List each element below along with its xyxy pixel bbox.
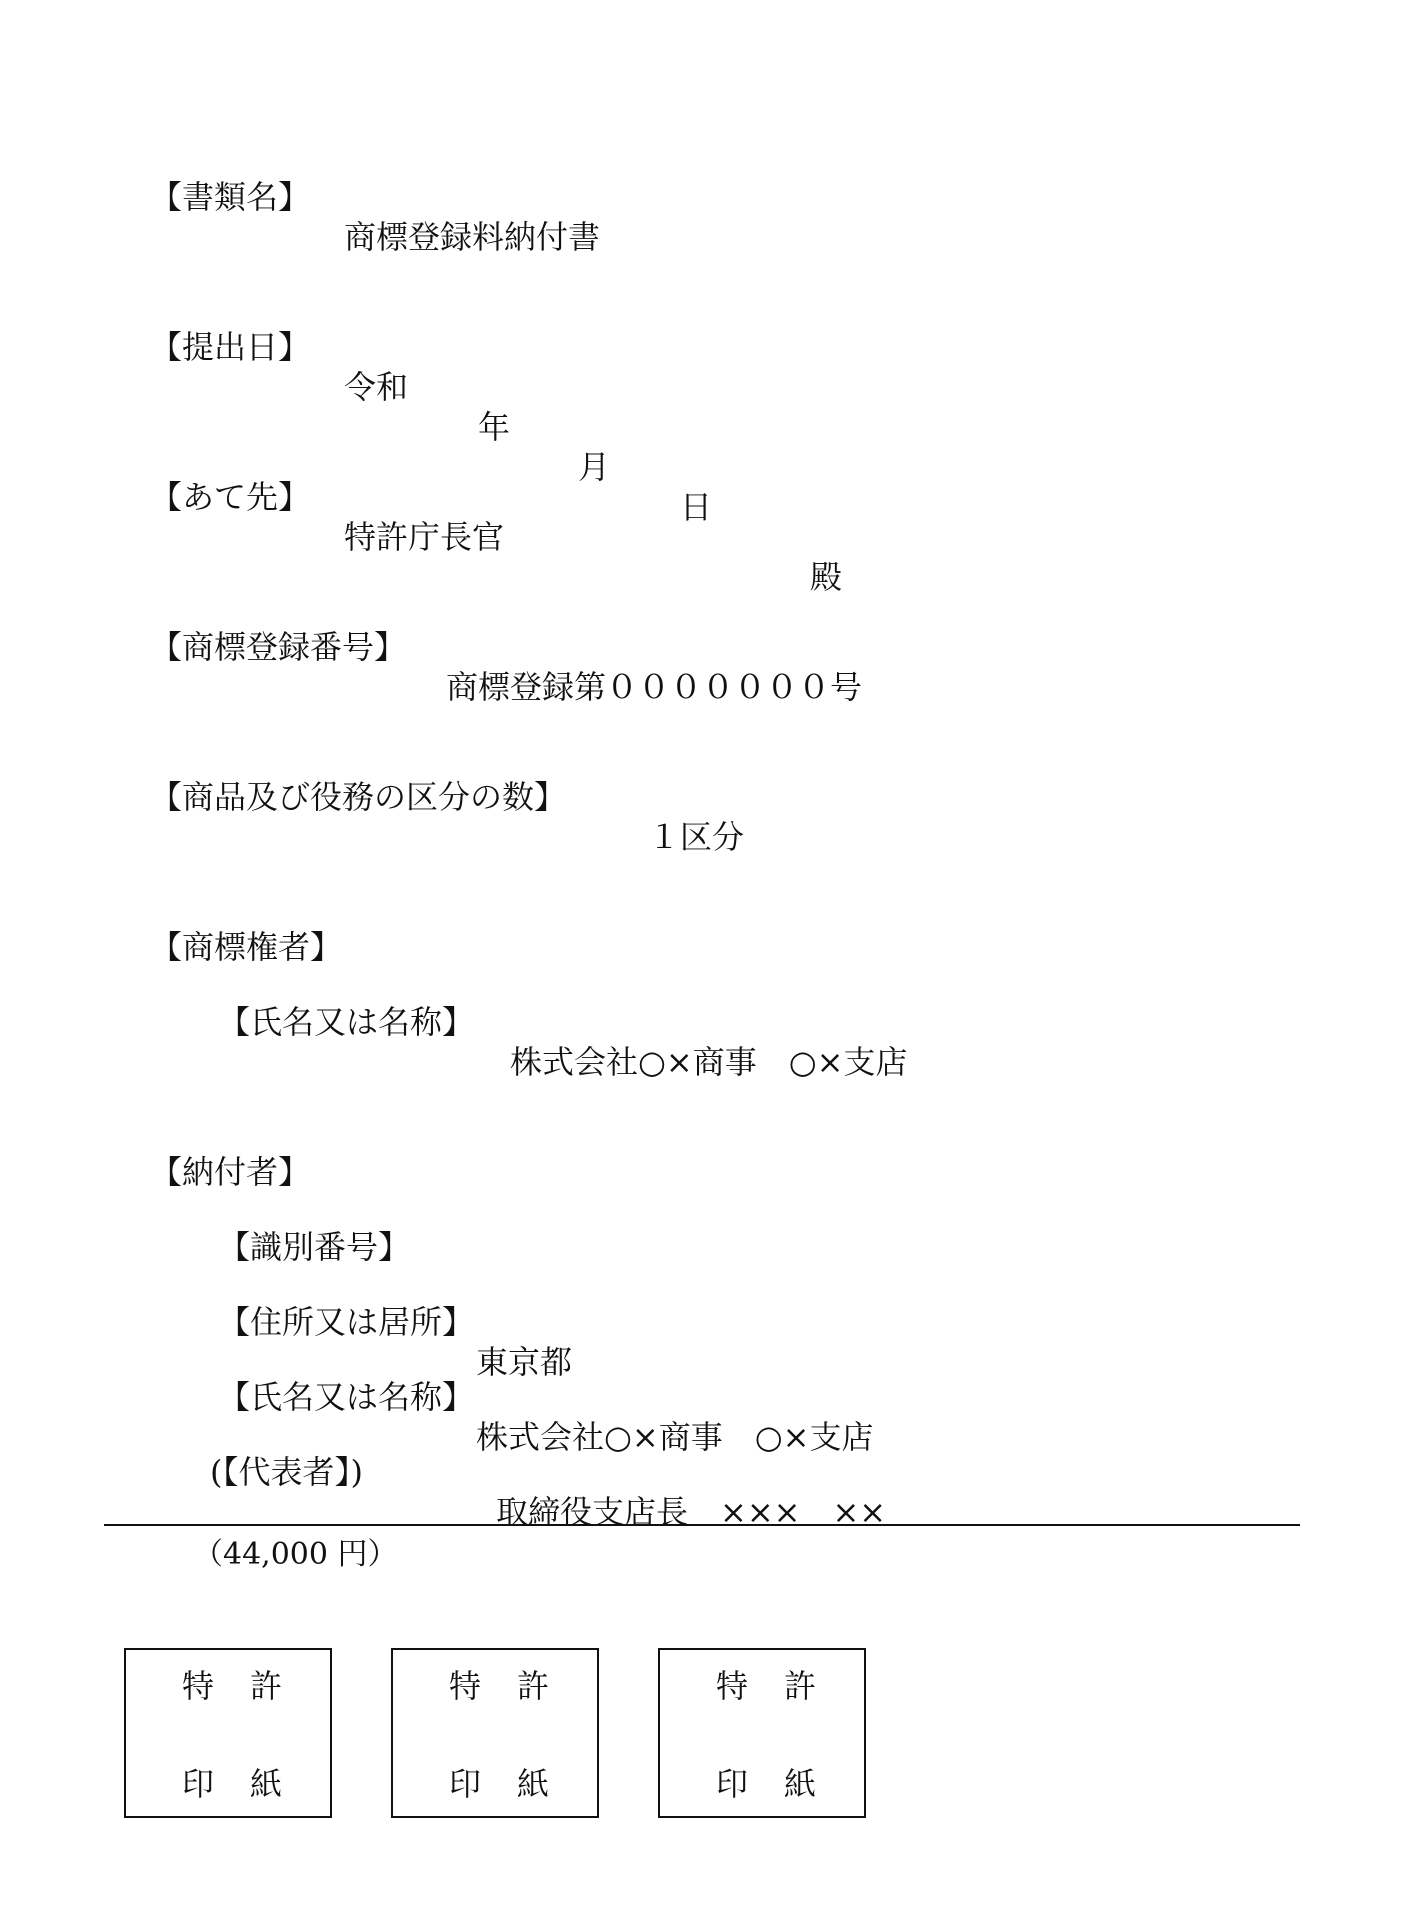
payer-representative-value: 取締役支店長 ××× ×× (496, 1493, 887, 1531)
revenue-stamp-box (391, 1648, 599, 1818)
trademark-owner-name-value: 株式会社○×商事 ○×支店 (510, 1043, 908, 1081)
document-name-row (150, 137, 601, 257)
stamp-char: 特 (716, 1667, 749, 1705)
registration-number-value: 商標登録第０００００００号 (446, 668, 863, 706)
addressee-value: 特許庁長官 (344, 518, 505, 556)
stamp-char: 特 (449, 1667, 482, 1705)
payer-row (150, 1112, 311, 1192)
separator-rule (104, 1524, 1300, 1526)
stamp-char: 許 (517, 1667, 550, 1705)
payer-name-label: 【氏名又は名称】 (218, 1378, 475, 1416)
filing-date-era: 令和 (344, 368, 409, 406)
payer-address-label: 【住所又は居所】 (218, 1303, 475, 1341)
filing-date-month: 月 (578, 448, 611, 486)
filing-date-day: 日 (680, 488, 713, 526)
document-name-value: 商標登録料納付書 (344, 218, 601, 256)
stamp-char: 印 (449, 1765, 482, 1803)
payer-id-label: 【識別番号】 (218, 1228, 411, 1266)
stamp-char: 紙 (784, 1765, 817, 1803)
payer-address-value: 東京都 (476, 1343, 573, 1381)
registration-number-label: 【商標登録番号】 (150, 628, 407, 666)
stamp-char: 許 (784, 1667, 817, 1705)
payer-representative-label: (【代表者】) (210, 1453, 363, 1491)
payer-label: 【納付者】 (150, 1153, 311, 1191)
fee-amount: （44,000 円） (193, 1537, 398, 1572)
addressee-honorific: 殿 (810, 558, 843, 596)
addressee-label: 【あて先】 (150, 478, 311, 516)
class-count-value: １区分 (648, 818, 745, 856)
trademark-owner-label: 【商標権者】 (150, 928, 343, 966)
stamp-char: 印 (716, 1765, 749, 1803)
class-count-row (150, 737, 745, 857)
stamp-char: 特 (182, 1667, 215, 1705)
stamp-char: 印 (182, 1765, 215, 1803)
trademark-owner-row (150, 887, 343, 967)
revenue-stamp-box (658, 1648, 866, 1818)
stamp-char: 紙 (250, 1765, 283, 1803)
revenue-stamp-box (124, 1648, 332, 1818)
filing-date-label: 【提出日】 (150, 328, 311, 366)
stamp-char: 許 (250, 1667, 283, 1705)
document-name-label: 【書類名】 (150, 178, 311, 216)
payer-id-row (218, 1187, 411, 1267)
trademark-owner-name-label: 【氏名又は名称】 (218, 1003, 475, 1041)
stamp-char: 紙 (517, 1765, 550, 1803)
registration-number-row (150, 587, 863, 707)
addressee-row (150, 437, 843, 597)
trademark-owner-name-row (218, 962, 908, 1082)
filing-date-year: 年 (478, 408, 511, 446)
payer-name-value: 株式会社○×商事 ○×支店 (476, 1418, 874, 1456)
class-count-label: 【商品及び役務の区分の数】 (150, 778, 567, 816)
